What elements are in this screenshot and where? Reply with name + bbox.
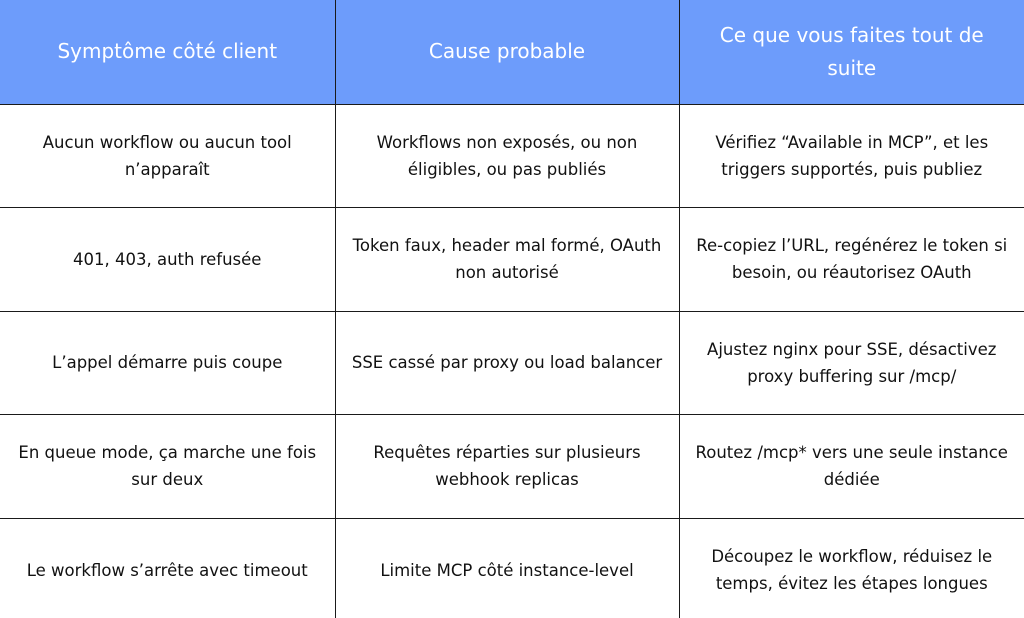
action-cell: Re-copiez l’URL, regénérez le token si besoin, ou réautorisez OAuth bbox=[679, 208, 1024, 312]
table-header bbox=[0, 0, 1024, 104]
cause-cell: Token faux, header mal formé, OAuth non autorisé bbox=[335, 208, 679, 312]
cause-cell: Workflows non exposés, ou non éligibles, ou pas publiés bbox=[335, 104, 679, 208]
cause-cell: Requêtes réparties sur plusieurs webhook replicas bbox=[335, 415, 679, 519]
action-cell: Découpez le workflow, réduisez le temps, évitez les étapes longues bbox=[679, 518, 1024, 618]
header-row bbox=[0, 0, 1024, 104]
action-cell: Ajustez nginx pour SSE, désactivez proxy buffering sur /mcp/ bbox=[679, 311, 1024, 415]
table-row bbox=[0, 311, 1024, 415]
symptom-cell: Aucun workflow ou aucun tool n’apparaît bbox=[0, 104, 335, 208]
action-cell: Vérifiez “Available in MCP”, et les triggers supportés, puis publiez bbox=[679, 104, 1024, 208]
table-body bbox=[0, 104, 1024, 618]
table-row bbox=[0, 415, 1024, 519]
symptom-cell: L’appel démarre puis coupe bbox=[0, 311, 335, 415]
header-symptom: Symptôme côté client bbox=[0, 0, 335, 104]
symptom-cell: Le workflow s’arrête avec timeout bbox=[0, 518, 335, 618]
header-action: Ce que vous faites tout de suite bbox=[679, 0, 1024, 104]
table-row bbox=[0, 208, 1024, 312]
symptom-cell: 401, 403, auth refusée bbox=[0, 208, 335, 312]
symptom-cell: En queue mode, ça marche une fois sur deux bbox=[0, 415, 335, 519]
cause-cell: Limite MCP côté instance-level bbox=[335, 518, 679, 618]
table-row bbox=[0, 104, 1024, 208]
table-row bbox=[0, 518, 1024, 618]
header-cause: Cause probable bbox=[335, 0, 679, 104]
action-cell: Routez /mcp* vers une seule instance dédiée bbox=[679, 415, 1024, 519]
cause-cell: SSE cassé par proxy ou load balancer bbox=[335, 311, 679, 415]
